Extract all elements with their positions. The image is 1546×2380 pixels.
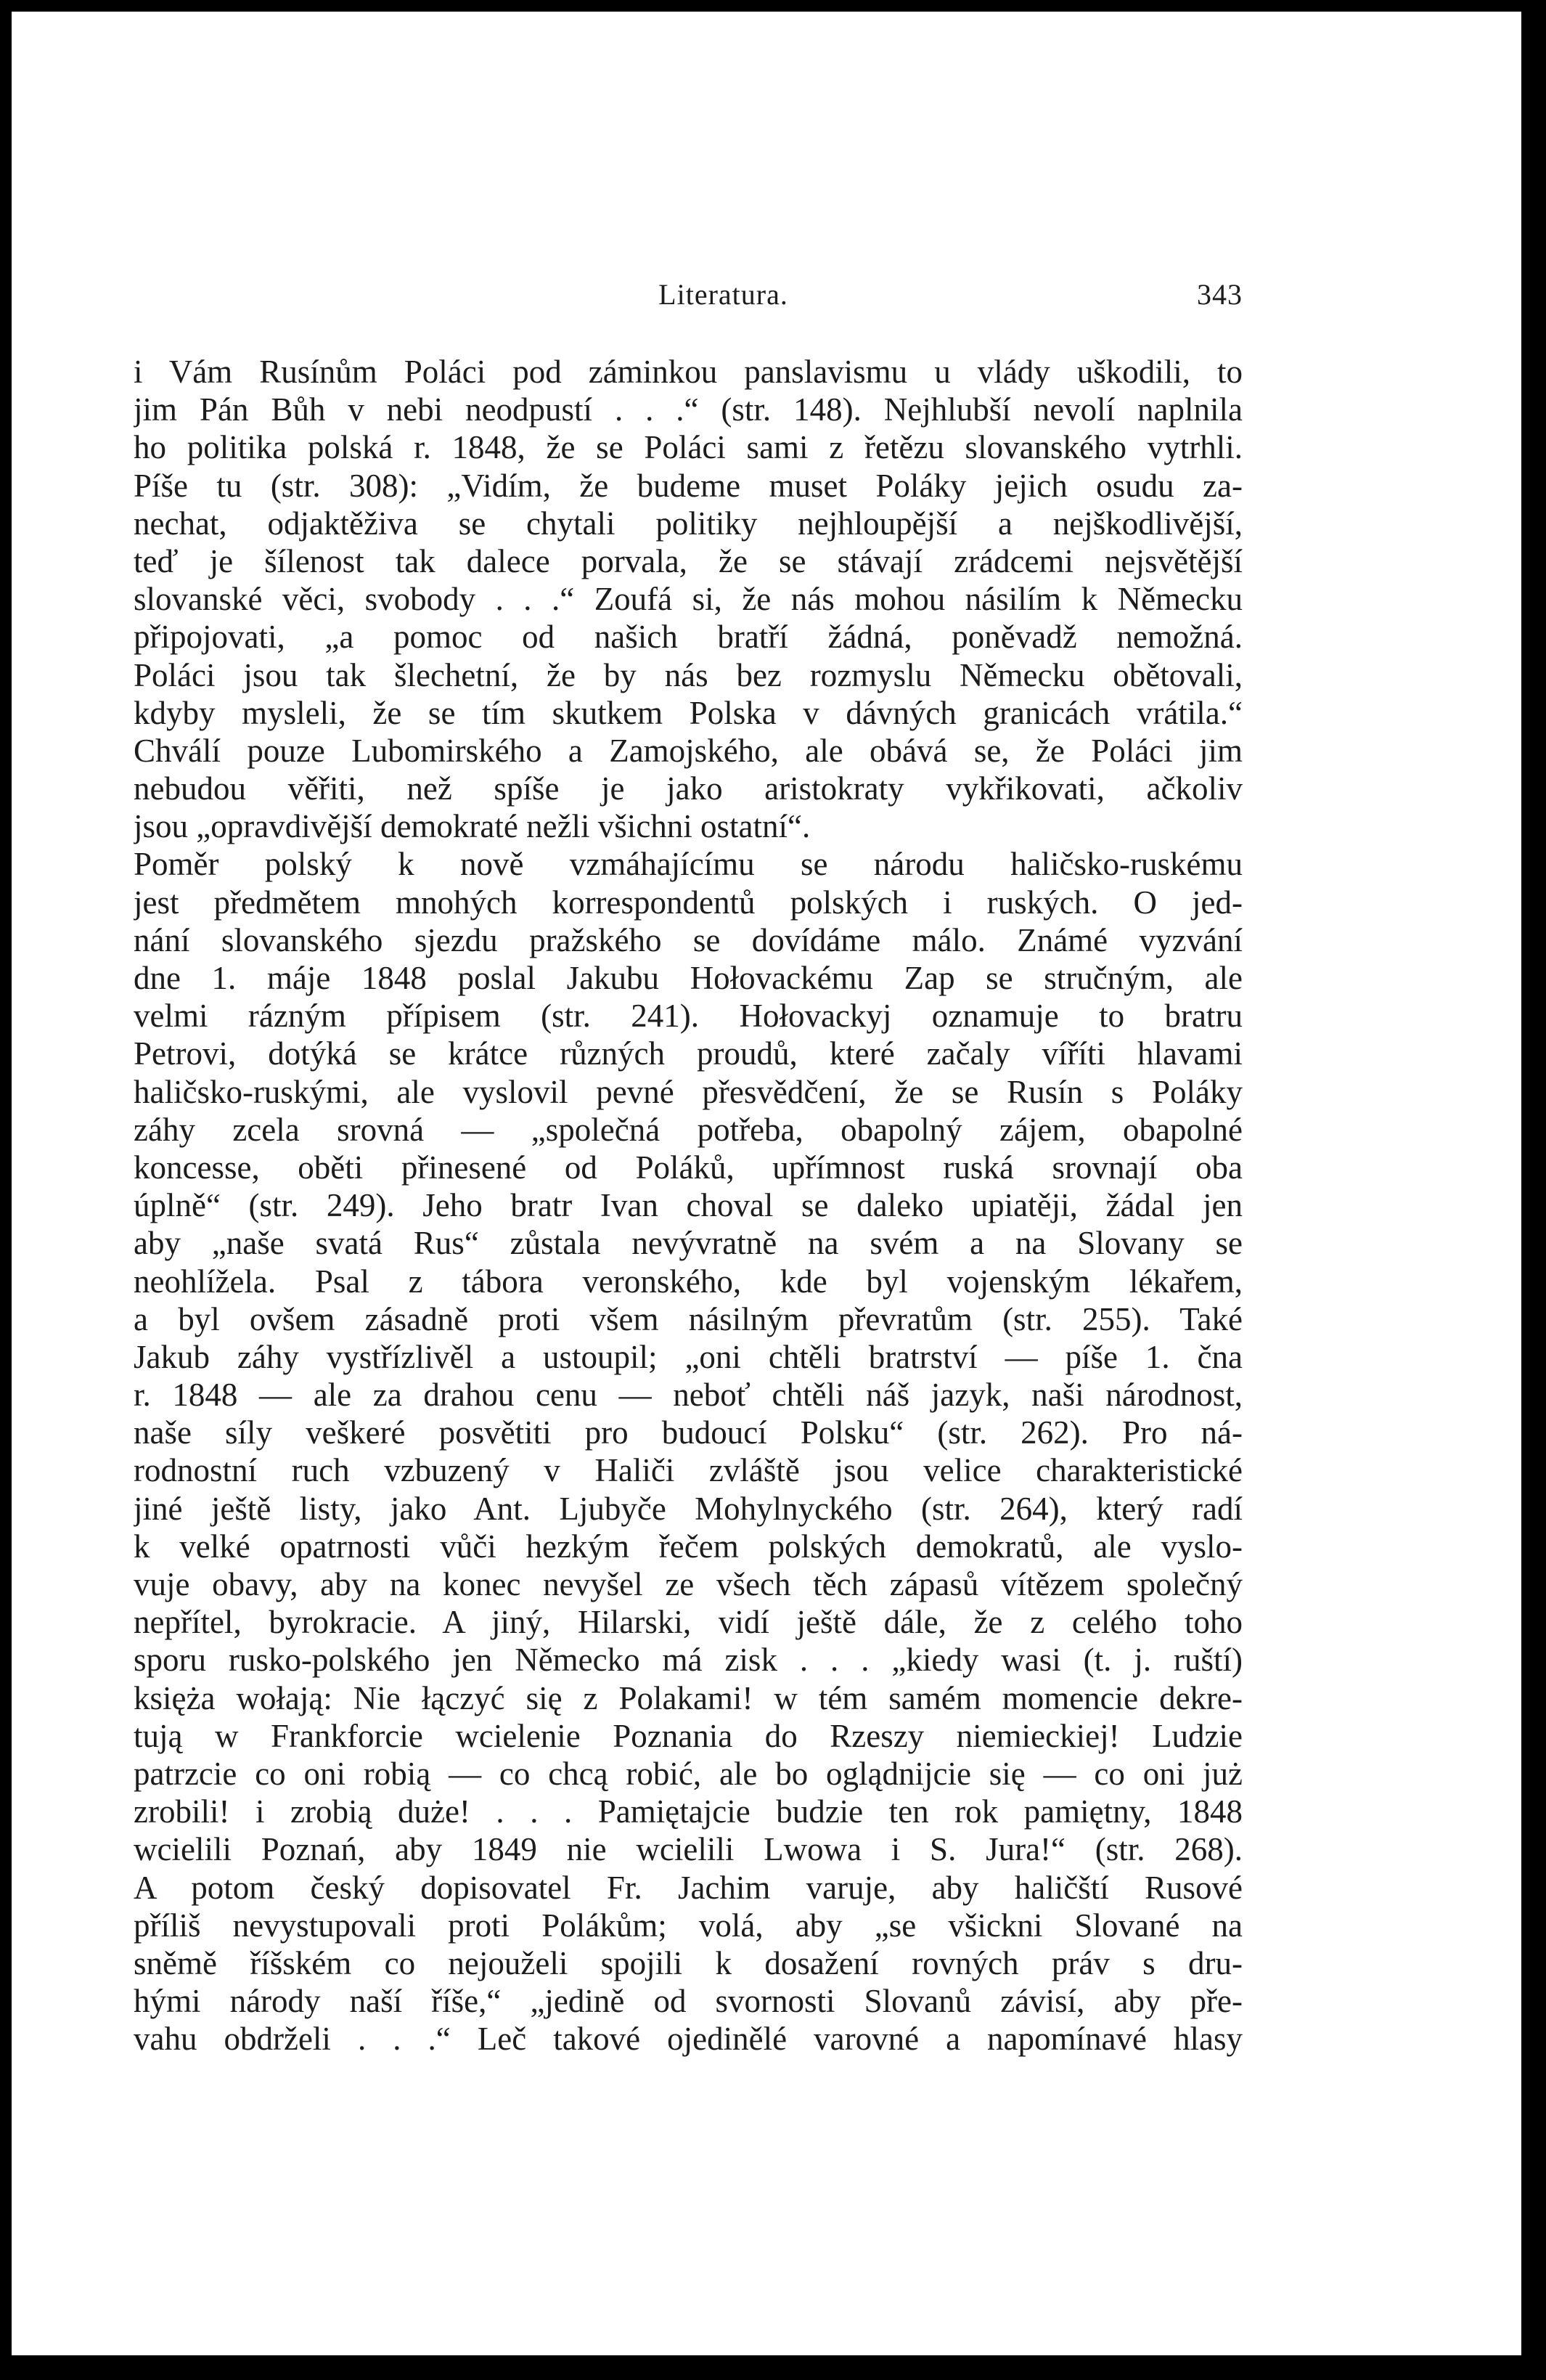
text-line: rodnostní ruch vzbuzený v Haliči zvláště jsou velice charakteristické [134, 1452, 1243, 1489]
text-line: teď je šílenost tak dalece porvala, že se stávají zrádcemi nejsvětější [134, 542, 1243, 579]
text-line: vahu obdrželi . . .“ Leč takové ojedinělé varovné a napomínavé hlasy [134, 2021, 1243, 2058]
text-line: i Vám Rusínům Poláci pod záminkou panslavismu u vlády uškodili, to [134, 354, 1243, 390]
text-line: A potom český dopisovatel Fr. Jachim varuje, aby haličští Rusové [134, 1869, 1243, 1906]
text-line: Petrovi, dotýká se krátce různých proudů, které začaly víříti hlavami [134, 1035, 1243, 1072]
text-line: aby „naše svatá Rus“ zůstala nevývratně na svém a na Slovany se [134, 1225, 1243, 1262]
text-line: záhy zcela srovná — „společná potřeba, obapolný zájem, obapolné [134, 1111, 1243, 1148]
text-line: Píše tu (str. 308): „Vidím, že budeme muset Poláky jejich osudu za- [134, 467, 1243, 504]
text-line: dne 1. máje 1848 poslal Jakubu Hołovackému Zap se stručným, ale [134, 960, 1243, 996]
text-line: sněmě říšském co nejouželi spojili k dosažení rovných práv s dru- [134, 1944, 1243, 1981]
text-line: jim Pán Bůh v nebi neodpustí . . .“ (str. 148). Nejhlubší nevolí naplnila [134, 391, 1243, 428]
text-line: nebudou věřiti, než spíše je jako aristokraty vykřikovati, ačkoliv [134, 770, 1243, 807]
text-line: neohlížela. Psal z tábora veronského, kde byl vojenským lékařem, [134, 1263, 1243, 1300]
text-line: sporu rusko-polského jen Německo má zisk . . . „kiedy wasi (t. j. ruští) [134, 1642, 1243, 1679]
document-page [12, 12, 1521, 2355]
text-line: vuje obavy, aby na konec nevyšel ze všech těch zápasů vítězem společný [134, 1566, 1243, 1602]
text-line: jsou „opravdivější demokraté nežli všichni ostatní“. [134, 808, 811, 845]
body-text [134, 353, 1243, 2058]
text-line: nepřítel, byrokracie. A jiný, Hilarski, vidí ještě dále, že z celého toho [134, 1604, 1243, 1641]
text-line: příliš nevystupovali proti Polákům; volá, aby „se všickni Slované na [134, 1907, 1243, 1944]
text-block [134, 272, 1243, 2058]
text-line: Poměr polský k nově vzmáhajícímu se národu haličsko-ruskému [134, 846, 1243, 883]
text-line: Chválí pouze Lubomirského a Zamojského, ale obává se, že Poláci jim [134, 732, 1243, 769]
text-line: úplně“ (str. 249). Jeho bratr Ivan choval se daleko upiatěji, žádal jen [134, 1187, 1243, 1224]
text-line: wcielili Poznań, aby 1849 nie wcielili Lwowa i S. Jura!“ (str. 268). [134, 1831, 1243, 1868]
text-line: jiné ještě listy, jako Ant. Ljubyče Mohylnyckého (str. 264), který radí [134, 1490, 1243, 1527]
text-line: k velké opatrnosti vůči hezkým řečem polských demokratů, ale vyslo- [134, 1528, 1243, 1565]
text-line: Jakub záhy vystřízlivěl a ustoupil; „oni chtěli bratrství — píše 1. čna [134, 1338, 1243, 1375]
text-line: księża wołają: Nie łączyć się z Polakami! w tém samém momencie dekre- [134, 1679, 1243, 1716]
text-line: ho politika polská r. 1848, že se Poláci sami z řetězu slovanského vytrhli. [134, 429, 1243, 466]
text-line: patrzcie co oni robią — co chcą robić, ale bo oglądnijcie się — co oni już [134, 1755, 1243, 1792]
text-line: kdyby mysleli, že se tím skutkem Polska v dávných granicách vrátila.“ [134, 694, 1243, 731]
text-line: naše síly veškeré posvětiti pro budoucí Polsku“ (str. 262). Pro ná- [134, 1414, 1243, 1451]
running-title: Literatura. [658, 278, 788, 311]
text-line: velmi rázným přípisem (str. 241). Hołovackyj oznamuje to bratru [134, 998, 1243, 1035]
text-line: nání slovanského sjezdu pražského se dovídáme málo. Známé vyzvání [134, 921, 1243, 958]
text-line: připojovati, „a pomoc od našich bratří žádná, poněvadž nemožná. [134, 619, 1243, 656]
text-line: a byl ovšem zásadně proti všem násilným převratům (str. 255). Také [134, 1300, 1243, 1337]
text-line: zrobili! i zrobią duże! . . . Pamiętajcie budzie ten rok pamiętny, 1848 [134, 1793, 1243, 1830]
text-line: tują w Frankforcie wcielenie Poznania do Rzeszy niemieckiej! Ludzie [134, 1717, 1243, 1754]
page-number: 343 [1197, 278, 1243, 311]
text-line: nechat, odjaktěživa se chytali politiky nejhloupější a nejškodlivější, [134, 505, 1243, 542]
running-header [134, 272, 1243, 318]
text-line: r. 1848 — ale za drahou cenu — neboť chtěli náš jazyk, naši národnost, [134, 1377, 1243, 1414]
text-line: Poláci jsou tak šlechetní, že by nás bez rozmyslu Německu obětovali, [134, 656, 1243, 693]
text-line: slovanské věci, svobody . . .“ Zoufá si, že nás mohou násilím k Německu [134, 581, 1243, 618]
text-line: koncesse, oběti přinesené od Poláků, upřímnost ruská srovnají oba [134, 1149, 1243, 1186]
text-line: jest předmětem mnohých korrespondentů polských i ruských. O jed- [134, 884, 1243, 921]
text-line: haličsko-ruskými, ale vyslovil pevné přesvědčení, že se Rusín s Poláky [134, 1073, 1243, 1110]
text-line: hými národy naší říše,“ „jedině od svornosti Slovanů závisí, aby pře- [134, 1983, 1243, 2020]
